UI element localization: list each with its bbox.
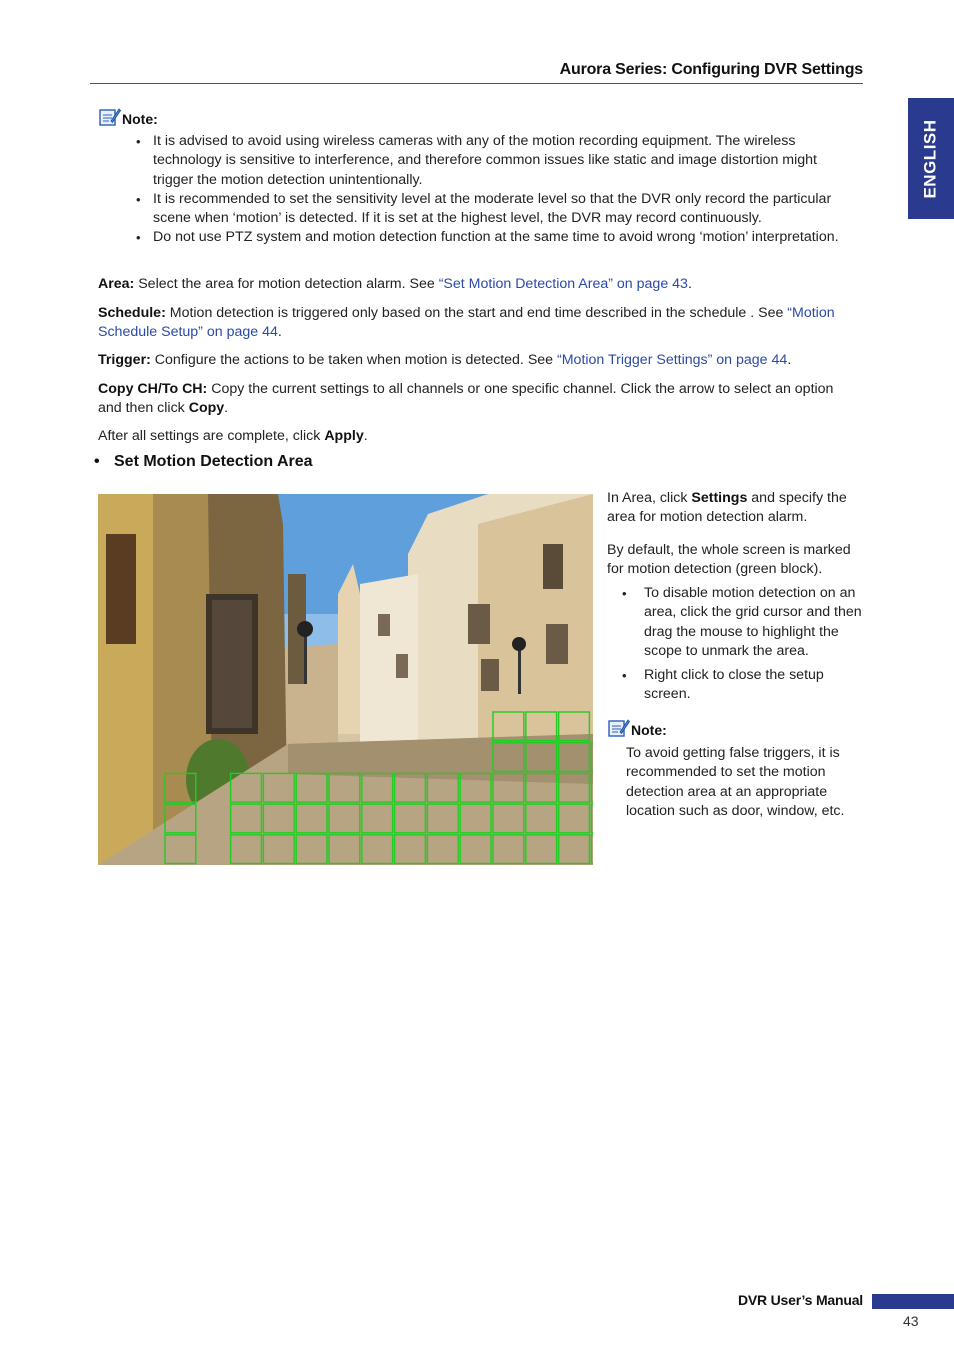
copy-end: . xyxy=(224,400,229,417)
trigger-end: . xyxy=(787,352,792,368)
side-list xyxy=(622,584,862,705)
schedule-term: Schedule: xyxy=(98,305,166,321)
copy-paragraph xyxy=(98,380,858,419)
motion-detection-screenshot xyxy=(98,494,593,865)
footer-bar xyxy=(872,1294,954,1309)
language-tab-label: ENGLISH xyxy=(921,118,940,199)
side-paragraph-2: By default, the whole screen is marked for motion detection (green block). xyxy=(607,542,851,578)
side-note-text: To avoid getting false triggers, it is recommended to set the motion detection area at an appropriate location such as door, window, etc. xyxy=(626,745,845,819)
schedule-end: . xyxy=(277,324,282,341)
list-item: • It is recommended to set the sensitivity level at the moderate level so that the DVR only record the particular scene when ‘motion’ is detected. If it is set at the highest level, the DVR may record continuously. xyxy=(136,190,856,229)
area-paragraph xyxy=(98,275,858,294)
list-item: • To disable motion detection on an area, click the grid cursor and then drag the mouse to highlight the scope to unmark the area. xyxy=(622,584,862,661)
side-p1-text: In Area, click xyxy=(607,490,692,506)
note-list xyxy=(136,132,856,248)
street-scene-image xyxy=(98,494,593,865)
after-end: . xyxy=(363,428,368,444)
after-bold: Apply xyxy=(324,428,364,444)
schedule-link[interactable]: “Motion Schedule Setup” on page 44 xyxy=(98,305,835,341)
side-note-heading xyxy=(608,718,667,738)
note-pad-icon xyxy=(99,107,121,127)
schedule-paragraph xyxy=(98,304,858,343)
trigger-text: Configure the actions to be taken when motion is detected. See xyxy=(150,352,558,368)
trigger-paragraph xyxy=(98,351,858,370)
section-title: Set Motion Detection Area xyxy=(114,453,313,470)
copy-term: Copy CH/To CH: xyxy=(98,381,208,397)
after-text: After all settings are complete, click xyxy=(98,428,325,444)
page-number: 43 xyxy=(903,1313,919,1329)
note-pad-icon xyxy=(608,718,630,738)
trigger-term: Trigger: xyxy=(98,352,151,368)
list-item: • Right click to close the setup screen. xyxy=(622,666,862,705)
header-rule xyxy=(90,83,863,84)
schedule-text: Motion detection is triggered only based on the start and end time described in the schedule . See xyxy=(165,305,788,321)
area-term: Area: xyxy=(98,276,135,292)
section-heading xyxy=(94,453,313,471)
section-bullet: • xyxy=(94,453,100,470)
trigger-link[interactable]: “Motion Trigger Settings” on page 44 xyxy=(557,352,788,368)
area-end: . xyxy=(687,276,692,292)
list-item: • Do not use PTZ system and motion detection function at the same time to avoid wrong ‘motion’ interpretation. xyxy=(136,228,856,247)
after-paragraph xyxy=(98,427,858,446)
copy-bold: Copy xyxy=(188,400,225,417)
note-label: Note: xyxy=(631,722,667,738)
side-paragraph-1 xyxy=(607,489,862,528)
note-heading xyxy=(99,107,158,127)
copy-text: Copy the current settings to all channels or one specific channel. Click the arrow to select an option and then click xyxy=(98,381,834,417)
footer-title: DVR User’s Manual xyxy=(738,1292,863,1308)
settings-term: Settings xyxy=(691,490,748,506)
language-tab xyxy=(908,98,954,219)
running-header: Aurora Series: Configuring DVR Settings xyxy=(559,61,863,78)
side-p1-rest: and specify the area for motion detection alarm. xyxy=(607,490,847,526)
area-link[interactable]: “Set Motion Detection Area” on page 43 xyxy=(438,276,688,292)
note-label: Note: xyxy=(122,111,158,127)
area-text: Select the area for motion detection alarm. See xyxy=(134,276,439,292)
list-item: • It is advised to avoid using wireless cameras with any of the motion recording equipment. The wireless technology is sensitive to interference, and therefore common issues like static and image distortion might trigger the motion detection unintentionally. xyxy=(136,132,856,190)
